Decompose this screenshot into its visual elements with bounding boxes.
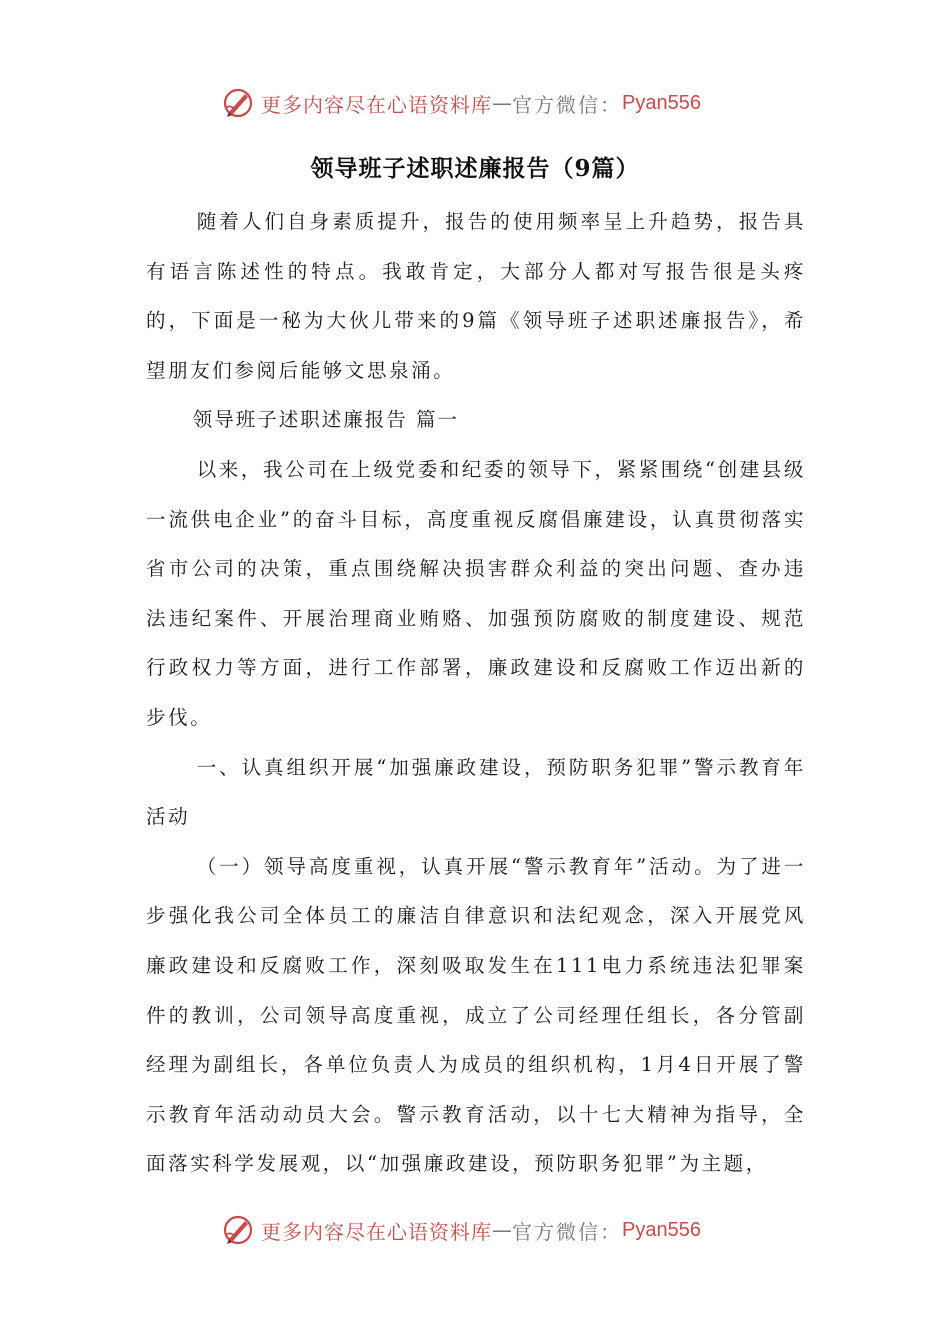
document-body: [146, 197, 806, 1189]
watermark-wechat-id: Pyan556: [622, 91, 701, 114]
watermark-wechat-label: 官方微信：: [512, 92, 623, 117]
body-paragraph: （一）领导高度重视，认真开展“警示教育年”活动。为了进一步强化我公司全体员工的廉洁自律意识和法纪观念，深入开展党风廉政建设和反腐败工作，深刻吸取发生在111电力系统违法犯罪案件的教训，公司领导高度重视，成立了公司经理任组长，各分管副经理为副组长，各单位负责人为成员的组织机构，1月4日开展了警示教育年活动动员大会。警示教育活动，以十七大精神为指导，全面落实科学发展观，以“加强廉政建设，预防职务犯罪”为主题，: [146, 854, 806, 1176]
header-watermark: [0, 83, 950, 123]
intro-paragraph: 随着人们自身素质提升，报告的使用频率呈上升趋势，报告具有语言陈述性的特点。我敢肯定，大部分人都对写报告很是头疼的，下面是一秘为大伙儿带来的9篇《领导班子述职述廉报告》，希望朋友们参阅后能够文思泉涌。: [146, 210, 806, 382]
watermark-wechat-label: 官方微信：: [512, 1219, 623, 1244]
pen-logo-icon: [221, 86, 255, 120]
section-heading: 一、认真组织开展“加强廉政建设，预防职务犯罪”警示教育年活动: [146, 755, 806, 829]
watermark-separator: —: [492, 1218, 513, 1242]
watermark-separator: —: [492, 91, 513, 115]
pen-logo-icon: [221, 1213, 255, 1247]
body-paragraph: 以来，我公司在上级党委和纪委的领导下，紧紧围绕“创建县级一流供电企业”的奋斗目标，高度重视反腐倡廉建设，认真贯彻落实省市公司的决策，重点围绕解决损害群众利益的突出问题、查办违法违纪案件、开展治理商业贿赂、加强预防腐败的制度建设、规范行政权力等方面，进行工作部署，廉政建设和反腐败工作迈出新的步伐。: [146, 457, 806, 729]
watermark-wechat-id: Pyan556: [622, 1218, 701, 1241]
document-title: 领导班子述职述廉报告（9篇）: [310, 155, 640, 182]
footer-watermark: [0, 1210, 950, 1250]
watermark-text: 更多内容尽在心语资料库: [261, 92, 493, 117]
section-heading: 领导班子述职述廉报告 篇一: [192, 408, 459, 432]
watermark-text: 更多内容尽在心语资料库: [261, 1219, 493, 1244]
